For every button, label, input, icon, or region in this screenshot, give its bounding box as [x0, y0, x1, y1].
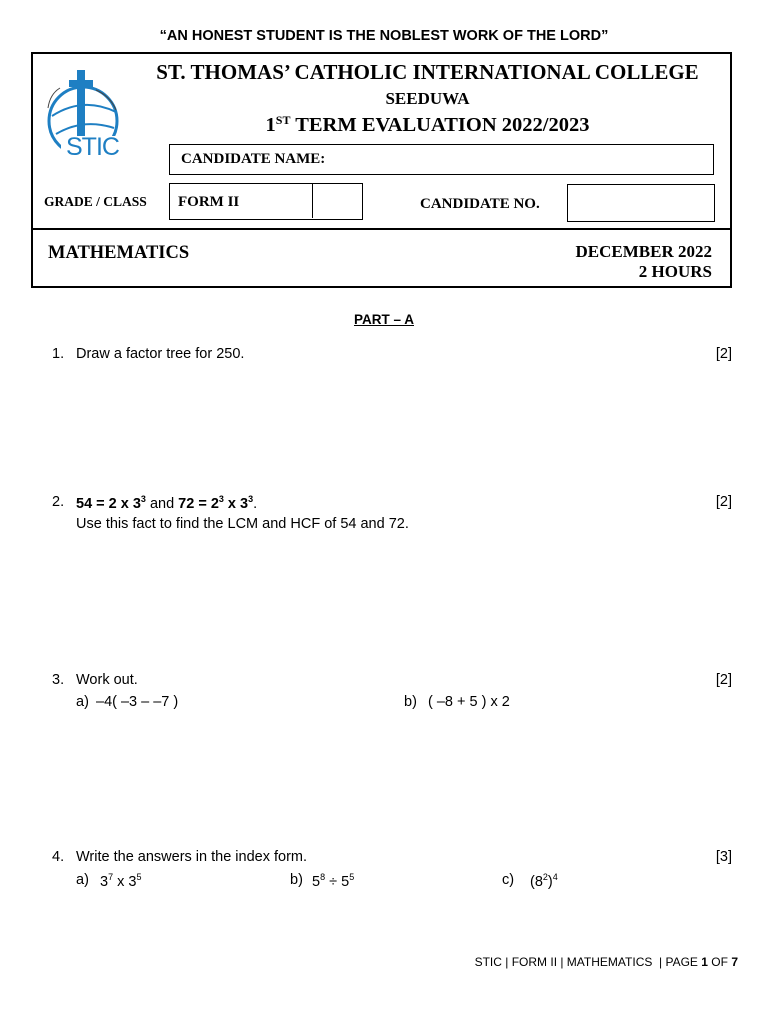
part-title: PART – A	[353, 312, 414, 327]
question-3-marks: [2]	[715, 672, 732, 688]
question-4c-expression	[530, 872, 558, 890]
logo-text: STIC	[66, 133, 119, 161]
q4a-exp1: 7	[108, 872, 114, 882]
school-logo	[38, 66, 133, 171]
q4a-base1: 3	[100, 874, 109, 890]
question-4b-expression	[312, 872, 354, 890]
school-name: ST. THOMAS’ CATHOLIC INTERNATIONAL COLLEGE	[156, 60, 699, 84]
question-3-number: 3.	[52, 672, 65, 688]
candidate-no-box[interactable]	[567, 184, 715, 222]
term-rest: TERM EVALUATION 2022/2023	[290, 114, 590, 136]
q2-fact-b1-exp: 3	[218, 494, 224, 504]
q2-fact-b2-exp: 3	[248, 494, 254, 504]
exam-date: DECEMBER 2022	[575, 242, 712, 261]
question-4b-label: b)	[290, 872, 303, 888]
footer-page-number: 1	[701, 955, 708, 969]
grade-class-value: FORM II	[178, 194, 240, 210]
header-divider	[33, 228, 730, 230]
motto: “AN HONEST STUDENT IS THE NOBLEST WORK OF THE LORD”	[159, 28, 609, 44]
question-2-number: 2.	[52, 494, 65, 510]
question-3a-expression: –4( –3 – –7 )	[96, 694, 179, 710]
grade-class-box[interactable]	[169, 183, 363, 220]
q4b-exp2: 5	[349, 872, 355, 882]
q4c-exp2: 4	[552, 872, 558, 882]
question-3b-label: b)	[404, 694, 417, 710]
q2-fact-b2: x 3	[223, 496, 249, 512]
q2-fact-b1: 72 = 2	[178, 496, 219, 512]
q4c-exp1: 2	[542, 872, 548, 882]
q2-period: .	[253, 496, 258, 512]
footer-of: OF	[707, 955, 732, 969]
question-2-statement	[76, 494, 257, 512]
q2-fact-a-exp: 3	[140, 494, 146, 504]
q2-fact-a: 54 = 2 x 3	[76, 496, 141, 512]
footer-page-total: 7	[731, 955, 738, 969]
question-1-text: Draw a factor tree for 250.	[76, 346, 245, 362]
grade-class-divider	[312, 184, 313, 218]
school-town: SEEDUWA	[385, 89, 470, 108]
candidate-name-box[interactable]	[169, 144, 714, 175]
question-2-text: Use this fact to find the LCM and HCF of 54 and 72.	[76, 516, 409, 532]
subject: MATHEMATICS	[48, 243, 190, 263]
q4b-exp1: 8	[320, 872, 326, 882]
term-number: 1	[265, 114, 276, 136]
question-2-marks: [2]	[715, 494, 732, 510]
question-4-text: Write the answers in the index form.	[76, 849, 308, 865]
q4c-close: )	[547, 874, 553, 890]
candidate-no-label: CANDIDATE NO.	[420, 196, 540, 212]
question-3a-label: a)	[76, 694, 89, 710]
q4b-op: ÷ 5	[325, 874, 350, 890]
term-ordinal: ST	[275, 113, 291, 127]
q4a-op: x 3	[113, 874, 137, 890]
question-1-number: 1.	[52, 346, 65, 362]
question-4-marks: [3]	[715, 849, 732, 865]
question-4a-expression	[100, 872, 141, 890]
question-3b-expression: ( –8 + 5 ) x 2	[428, 694, 510, 710]
term-title	[140, 113, 715, 137]
page-footer	[475, 955, 738, 969]
q4c-open: (8	[530, 874, 543, 890]
question-4c-label: c)	[502, 872, 515, 888]
question-1-marks: [2]	[715, 346, 732, 362]
exam-duration: 2 HOURS	[638, 262, 712, 281]
footer-prefix: STIC | FORM II | MATHEMATICS | PAGE	[474, 955, 702, 969]
question-3-text: Work out.	[76, 672, 138, 688]
candidate-name-label: CANDIDATE NAME:	[181, 151, 326, 167]
question-4a-label: a)	[76, 872, 89, 888]
q2-and: and	[145, 496, 179, 512]
q4a-exp2: 5	[136, 872, 142, 882]
q4b-base1: 5	[312, 874, 321, 890]
question-4-number: 4.	[52, 849, 65, 865]
grade-class-label: GRADE / CLASS	[44, 194, 147, 209]
